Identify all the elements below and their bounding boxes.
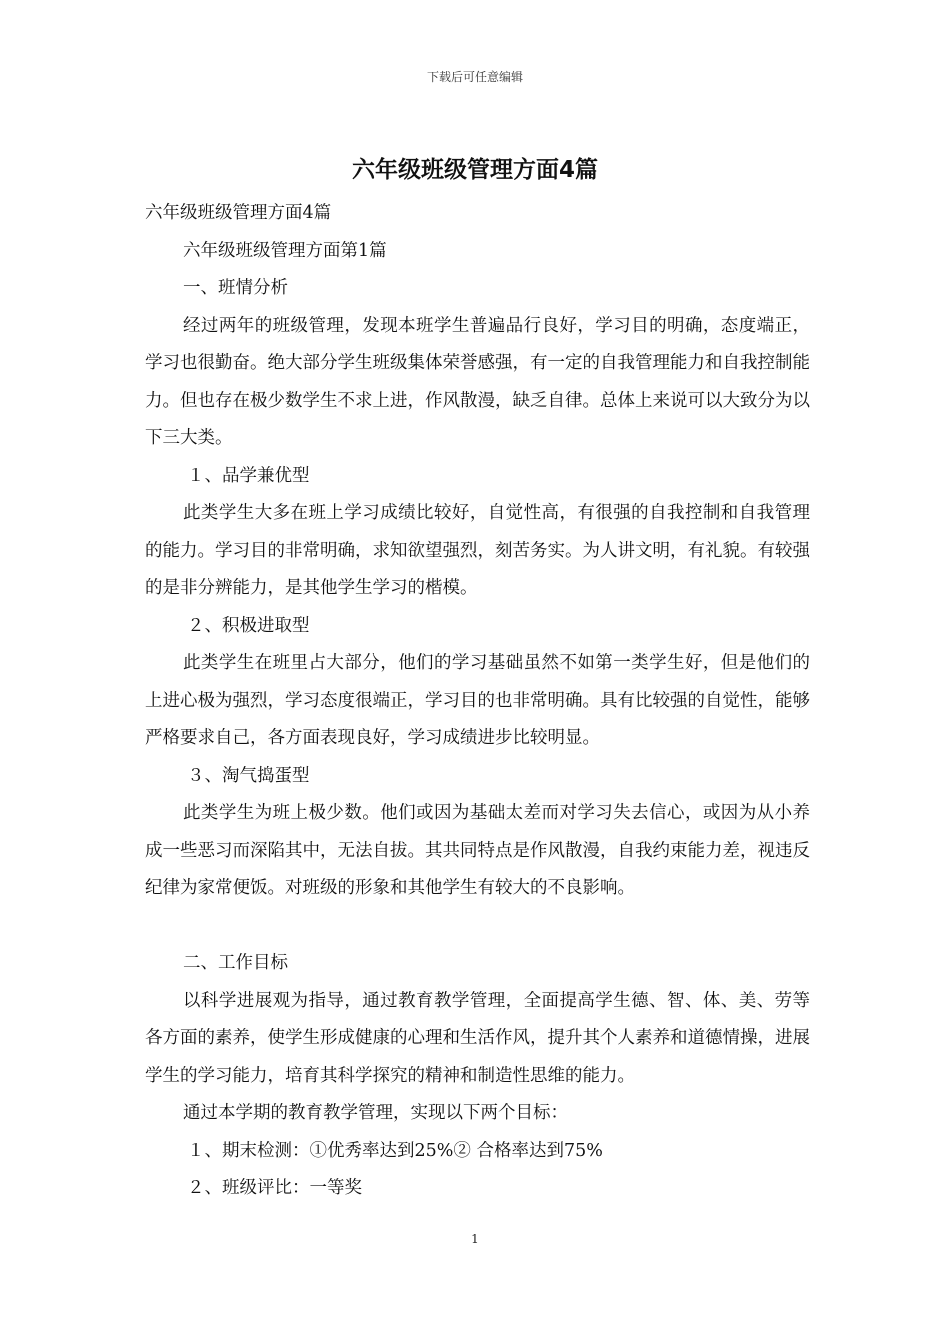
subtitle-line: 六年级班级管理方面4篇 bbox=[145, 203, 332, 223]
target-item-2: ２、班级评比：一等奖 bbox=[187, 1178, 362, 1198]
document-title: 六年级班级管理方面4篇 bbox=[351, 157, 598, 183]
page-number: 1 bbox=[471, 1232, 479, 1246]
paragraph-type-3: 此类学生为班上极少数。他们或因为基础太差而对学习失去信心，或因为从小养成一些恶习而深陷其中，无法自拔。其共同特点是作风散漫，自我约束能力差，视违反纪律为家常便饭。对班级的形象和其他学生有较大的不良影响。 bbox=[145, 803, 810, 898]
heading-type-3: ３、淘气捣蛋型 bbox=[187, 765, 310, 786]
target-item-1: １、期末检测：①优秀率达到25%② 合格率达到75% bbox=[187, 1140, 603, 1161]
paragraph-type-1: 此类学生大多在班上学习成绩比较好，自觉性高，有很强的自我控制和自我管理的能力。学习目的非常明确，求知欲望强烈，刻苦务实。为人讲文明，有礼貌。有较强的是非分辨能力，是其他学生学习的楷模。 bbox=[145, 503, 810, 598]
page-header-note: 下载后可任意编辑 bbox=[426, 70, 523, 84]
paragraph-work-goals: 以科学进展观为指导，通过教育教学管理，全面提高学生德、智、体、美、劳等各方面的素养，使学生形成健康的心理和生活作风，提升其个人素养和道德情操，进展学生的学习能力，培育其科学探究的精神和制造性思维的能力。 bbox=[145, 990, 810, 1086]
section-heading-part1: 六年级班级管理方面第1篇 bbox=[183, 240, 387, 261]
paragraph-type-2: 此类学生在班里占大部分，他们的学习基础虽然不如第一类学生好，但是他们的上进心极为强烈，学习态度很端正，学习目的也非常明确。具有比较强的自觉性，能够严格要求自己，各方面表现良好，学习成绩进步比较明显。 bbox=[145, 653, 810, 748]
heading-type-1: １、品学兼优型 bbox=[187, 465, 310, 486]
paragraph-class-overview: 经过两年的班级管理，发现本班学生普遍品行良好，学习目的明确，态度端正，学习也很勤奋。绝大部分学生班级集体荣誉感强，有一定的自我管理能力和自我控制能力。但也存在极少数学生不求上进，作风散漫，缺乏自律。总体上来说可以大致分为以下三大类。 bbox=[145, 315, 810, 448]
paragraph-targets-intro: 通过本学期的教育教学管理，实现以下两个目标： bbox=[183, 1103, 568, 1123]
document-body bbox=[145, 195, 810, 1208]
heading-type-2: ２、积极进取型 bbox=[187, 615, 310, 636]
blank-line bbox=[145, 908, 810, 946]
heading-class-analysis: 一、班情分析 bbox=[183, 278, 288, 298]
heading-work-goals: 二、工作目标 bbox=[183, 953, 288, 973]
